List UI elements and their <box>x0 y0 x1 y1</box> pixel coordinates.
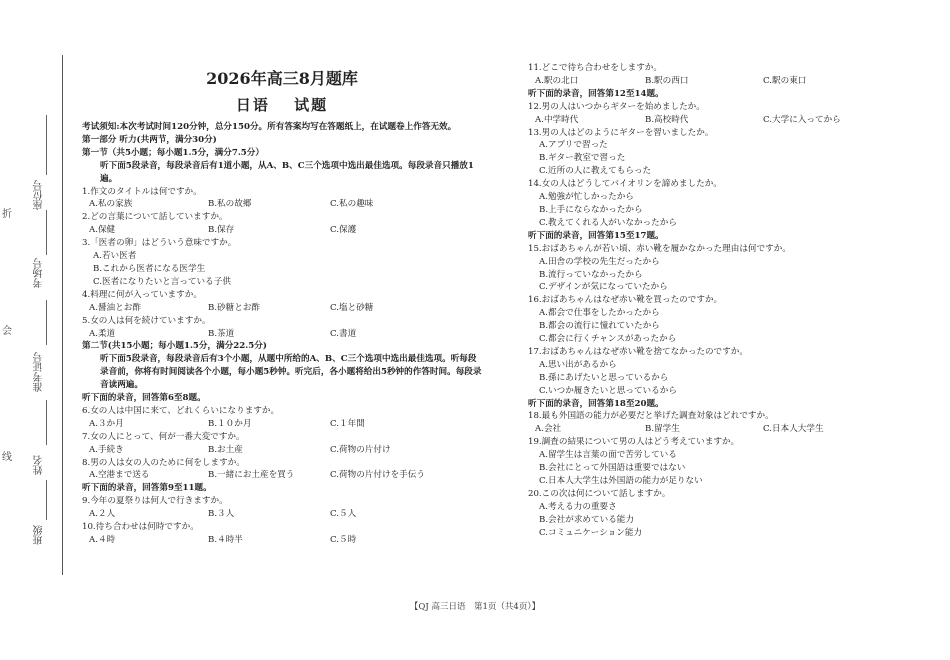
option-row <box>528 423 908 436</box>
group-heading: 听下面的录音，回答第6至8题。 <box>82 393 206 404</box>
option-b: B.３人 <box>208 509 235 520</box>
option-a: A.都会で仕事をしたかったから <box>539 308 660 319</box>
option-b: B.会社が求めている能力 <box>539 514 634 525</box>
option-c: C.コミュニケーション能力 <box>539 527 643 538</box>
cut-mark: 折 <box>2 209 12 220</box>
group-heading: 听下面的录音，回答第9至11题。 <box>82 483 212 494</box>
question: 9.今年の夏祭りは何人で行きますか。 <box>82 496 228 507</box>
question: 12.男の人はいつからギターを始めましたか。 <box>528 101 705 112</box>
cut-mark: 线 <box>2 452 12 463</box>
option-b: B.上手にならなかったから <box>539 204 643 215</box>
option-a: A.空港まで送る <box>89 470 150 481</box>
option-c: C.私の趣味 <box>330 199 374 210</box>
option-b: B.ギター教室で習った <box>539 153 626 164</box>
question: 19.調査の結果について男の人はどう考えていますか。 <box>528 437 740 448</box>
option-b: B.高校時代 <box>645 114 689 125</box>
option-b: B.会社にとって外国語は重要ではない <box>539 463 686 474</box>
option-c: C.大学に入ってから <box>763 114 841 125</box>
question: 3.「医者の卵」はどういう意味ですか。 <box>82 238 237 249</box>
binding-margin <box>0 0 65 660</box>
question: 15.おばあちゃんが若い頃、赤い靴を履かなかった理由は何ですか。 <box>528 243 791 254</box>
option-a: A.思い出があるから <box>539 359 617 370</box>
right-column <box>528 62 908 540</box>
binding-line <box>62 55 63 575</box>
option-c: C.いつか履きたいと思っているから <box>539 385 677 396</box>
option-b: B.茶道 <box>208 328 235 339</box>
option-a: A.手続き <box>89 444 124 455</box>
group-heading: 听下面的录音，回答第15至17题。 <box>528 230 664 241</box>
option-c: C.５時 <box>330 535 357 545</box>
option-c: C.荷物の片付け <box>330 444 391 455</box>
option-a: A.田舎の学校の先生だったから <box>539 256 660 267</box>
cut-mark: 会 <box>2 326 12 337</box>
option-a: A.保健 <box>89 225 116 236</box>
option-b: B.私の故郷 <box>208 199 252 210</box>
question: 6.女の人は中国に来て、どれくらいになりますか。 <box>82 405 280 416</box>
option-row <box>82 469 482 482</box>
option-a: A.柔道 <box>89 328 116 339</box>
part-heading: 第一部分 听力(共两节，满分30分) <box>82 134 217 145</box>
option-a: A.私の家族 <box>89 199 133 210</box>
option-b: B.お土産 <box>208 444 243 455</box>
group-heading: 听下面的录音，回答第18至20题。 <box>528 398 664 409</box>
option-row <box>82 328 482 341</box>
option-row <box>528 114 908 127</box>
option-c: C.日本人大学生 <box>763 424 824 435</box>
left-column <box>82 68 482 547</box>
option-b: B.これから医者になる医学生 <box>93 263 206 274</box>
question: 16.おばあちゃんはなぜ赤い靴を買ったのですか。 <box>528 295 723 306</box>
field-seat: 座位号 <box>34 180 45 210</box>
option-a: A.留学生は言葉の面で苦労している <box>539 450 677 461</box>
section-heading: 第一节（共5小题；每小题1.5分，满分7.5分） <box>82 147 264 158</box>
option-row <box>82 302 482 315</box>
option-b: B.留学生 <box>645 424 680 435</box>
option-a: A.中学時代 <box>535 114 579 125</box>
option-a: A.若い医者 <box>93 251 137 262</box>
option-c: C.書道 <box>330 328 357 339</box>
page-title: 2026年高三8月题库 <box>206 69 358 88</box>
page-footer: 【QJ 高三日语 第1页（共4页）】 <box>409 602 541 612</box>
option-c: C.都会に行くチャンスがあったから <box>539 334 677 345</box>
option-row <box>82 444 482 457</box>
question: 13.男の人はどのようにギターを習いましたか。 <box>528 127 714 138</box>
option-b: B.孫にあげたいと思っているから <box>539 372 669 383</box>
question: 17.おばあちゃんはなぜ赤い靴を捨てなかったのですか。 <box>528 346 748 357</box>
option-c: C.教えてくれる人がいなかったから <box>539 217 677 228</box>
question: 14.女の人はどうしてバイオリンを諦めましたか。 <box>528 179 722 190</box>
question: 20.この次は何について話しますか。 <box>528 488 671 499</box>
question: 5.女の人は何を続けていますか。 <box>82 315 211 326</box>
field-class: 班级 <box>34 525 45 545</box>
option-c: C.デザインが気になっていたから <box>539 282 668 293</box>
option-b: B.流行っていなかったから <box>539 269 643 280</box>
option-b: B.都会の流行に憧れていたから <box>539 321 660 332</box>
option-a: A.会社 <box>535 424 562 435</box>
option-a: A.４時 <box>89 535 116 545</box>
option-row <box>82 508 482 521</box>
option-a: A.２人 <box>89 509 116 520</box>
option-b: B.駅の西口 <box>645 75 689 86</box>
option-row <box>82 418 482 431</box>
question: 2.どの言葉について話していますか。 <box>82 212 228 223</box>
option-c: C.医者になりたいと言っている子供 <box>93 276 231 287</box>
option-b: B.１０か月 <box>208 418 252 429</box>
section-instruction: 听下面5段录音，每段录音后有1道小题，从A、B、C三个选项中选出最佳选项。每段录音只播放1遍。 <box>100 160 474 184</box>
option-b: B.４時半 <box>208 535 243 545</box>
option-a: A.駅の北口 <box>535 75 579 86</box>
option-b: B.保存 <box>208 225 235 236</box>
option-c: C.保護 <box>330 225 357 236</box>
exam-notice: 考试须知:本次考试时间120分钟，总分150分。所有答案均写在答题纸上，在试题卷上作答无效。 <box>82 122 457 132</box>
option-a: A.３か月 <box>89 418 124 429</box>
question: 8.男の人は女の人のために何をしますか。 <box>82 457 245 468</box>
option-c: C.駅の東口 <box>763 75 807 86</box>
option-b: B.一緒にお土産を買う <box>208 470 295 481</box>
option-row <box>82 198 482 211</box>
option-a: A.勉強が忙しかったから <box>539 192 634 203</box>
option-b: B.砂糖とお酢 <box>208 302 261 313</box>
question: 1.作文のタイトルは何ですか。 <box>82 186 202 197</box>
field-name: 姓名 <box>34 455 45 475</box>
option-a: A.醤油とお酢 <box>89 302 141 313</box>
field-exam-room: 考场号 <box>34 258 45 288</box>
option-c: C.１年間 <box>330 418 365 429</box>
group-heading: 听下面的录音，回答第12至14题。 <box>528 88 664 99</box>
question: 4.料理に何が入っていますか。 <box>82 289 202 300</box>
question: 11.どこで待ち合わせをしますか。 <box>528 63 662 73</box>
section-heading: 第二节(共15小题；每小题1.5分，满分22.5分) <box>82 341 267 352</box>
option-c: C.塩と砂糖 <box>330 302 374 313</box>
option-c: C.荷物の片付けを手伝う <box>330 470 425 481</box>
option-a: A.アプリで習った <box>539 140 608 151</box>
option-row <box>528 75 908 88</box>
option-c: C.近所の人に教えてもらった <box>539 166 652 177</box>
section-instruction: 听下面5段录音，每段录音后有3个小题，从题中所给的A、B、C三个选项中选出最佳选项。听每段录音前，你将有时间阅读各个小题，每小题5秒钟。听完后，各小题将给出5秒钟的作答时间。每段录音读两遍。 <box>100 354 482 391</box>
question: 7.女の人にとって、何が一番大変ですか。 <box>82 431 245 442</box>
question: 18.最も外国語の能力が必要だと挙げた調査対象はどれですか。 <box>528 411 774 422</box>
subject-title: 日语 试题 <box>235 96 329 114</box>
option-c: C.日本人大学生は外国語の能力が足りない <box>539 476 703 486</box>
option-row <box>82 224 482 237</box>
option-row <box>82 534 482 547</box>
option-c: C.５人 <box>330 509 357 520</box>
question: 10.待ち合わせは何時ですか。 <box>82 522 199 533</box>
option-a: A.考える力の重要さ <box>539 501 617 512</box>
field-ticket-number: 准考证号 <box>34 352 45 392</box>
